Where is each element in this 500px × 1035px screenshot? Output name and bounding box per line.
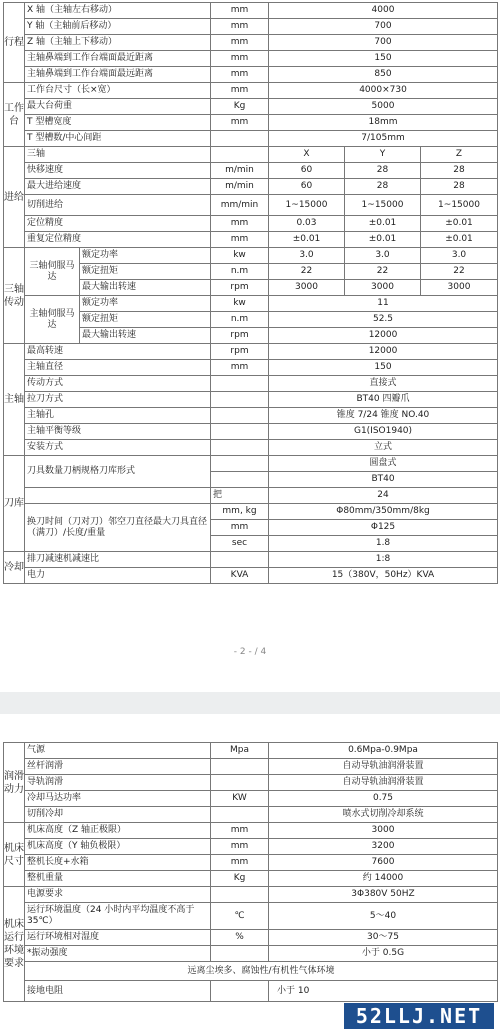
spec-value: ±0.01 [345, 232, 421, 248]
spec-label: *振动强度 [25, 946, 211, 962]
spec-value: 3000 [269, 823, 498, 839]
spec-value: 3000 [269, 280, 345, 296]
spec-label: 主轴鼻端到工作台端面最远距离 [25, 67, 211, 83]
spec-value: ±0.01 [421, 216, 498, 232]
spec-unit [211, 456, 269, 472]
spec-label: 最高转速 [25, 344, 211, 360]
servo-3axis-label: 三轴伺服马达 [25, 248, 80, 296]
spec-unit: kw [211, 296, 269, 312]
spec-value: 28 [345, 179, 421, 195]
spec-value: 1~15000 [421, 195, 498, 216]
spec-unit: mm [211, 35, 269, 51]
spec-value: 自动导轨油润滑装置 [269, 759, 498, 775]
spec-label: 电力 [25, 568, 211, 584]
spec-value: 5～40 [269, 903, 498, 930]
spec-unit [211, 440, 269, 456]
spec-value: 12000 [269, 344, 498, 360]
spec-unit: sec [211, 536, 269, 552]
spec-table-2 [3, 742, 498, 1002]
spec-label: 排刀减速机减速比 [25, 552, 211, 568]
spec-value: 60 [269, 163, 345, 179]
spec-unit: rpm [211, 344, 269, 360]
spec-value: 直接式 [269, 376, 498, 392]
spec-table-1 [3, 2, 498, 584]
spec-value: 小于 10 [269, 981, 498, 1002]
spec-unit [211, 759, 269, 775]
spec-value: 22 [421, 264, 498, 280]
spec-value: Φ125 [269, 520, 498, 536]
spec-unit [211, 946, 269, 962]
axis-x-header: X [269, 147, 345, 163]
spec-value: 3.0 [345, 248, 421, 264]
spec-label: 主轴鼻端到工作台端面最近距离 [25, 51, 211, 67]
spec-value: 22 [269, 264, 345, 280]
spec-label: 最大输出转速 [80, 280, 211, 296]
spec-label: 额定扭矩 [80, 264, 211, 280]
spec-label: 主轴平衡等级 [25, 424, 211, 440]
spec-unit: mm [211, 115, 269, 131]
spec-value: 28 [345, 163, 421, 179]
spec-value: G1(ISO1940) [269, 424, 498, 440]
spec-value: BT40 四瓣爪 [269, 392, 498, 408]
spec-unit: mm/min [211, 195, 269, 216]
spec-unit: mm [211, 823, 269, 839]
spec-unit: mm [211, 19, 269, 35]
spec-unit [211, 472, 269, 488]
spec-value: 自动导轨油润滑装置 [269, 775, 498, 791]
spec-label: X 轴（主轴左右移动） [25, 3, 211, 19]
spec-value: 1:8 [269, 552, 498, 568]
spec-value: 4000×730 [269, 83, 498, 99]
category-lubrication: 润滑动力 [4, 743, 25, 823]
spec-value: 11 [269, 296, 498, 312]
category-feed: 进给 [4, 147, 25, 248]
spec-label: Y 轴（主轴前后移动） [25, 19, 211, 35]
spec-label: T 型槽数/中心间距 [25, 131, 211, 147]
spec-unit: n.m [211, 264, 269, 280]
spec-value: 圆盘式 [269, 456, 498, 472]
spec-value: 1~15000 [345, 195, 421, 216]
spec-unit [211, 147, 269, 163]
spec-unit [211, 775, 269, 791]
spec-unit: ℃ [211, 903, 269, 930]
spec-value: 24 [269, 488, 498, 504]
spec-label: 运行环境温度（24 小时内平均温度不高于 35℃） [25, 903, 211, 930]
spec-value: 3000 [345, 280, 421, 296]
spec-value: 850 [269, 67, 498, 83]
spec-unit: mm [211, 839, 269, 855]
site-watermark-logo: 52LLJ.NET [344, 1003, 494, 1029]
spec-label: 机床高度（Y 轴负极限） [25, 839, 211, 855]
page-number: - 2 - / 4 [233, 647, 267, 657]
category-travel: 行程 [4, 3, 25, 83]
spec-label: 切削进给 [25, 195, 211, 216]
spec-label: 冷却马达功率 [25, 791, 211, 807]
spec-unit [211, 887, 269, 903]
spec-label: Z 轴（主轴上下移动） [25, 35, 211, 51]
spec-value: 28 [421, 179, 498, 195]
spec-value: 约 14000 [269, 871, 498, 887]
spec-label: 额定功率 [80, 248, 211, 264]
spec-value: 22 [345, 264, 421, 280]
spec-value: ±0.01 [269, 232, 345, 248]
spec-unit: mm [211, 216, 269, 232]
spec-unit: n.m [211, 312, 269, 328]
spec-unit: mm [211, 67, 269, 83]
spec-value: 3200 [269, 839, 498, 855]
spec-label: 传动方式 [25, 376, 211, 392]
spec-unit [211, 408, 269, 424]
spec-value: 0.6Mpa-0.9Mpa [269, 743, 498, 759]
spec-unit: mm [211, 520, 269, 536]
category-size: 机床尺寸 [4, 823, 25, 887]
spec-value: 1~15000 [269, 195, 345, 216]
spec-label: 接地电阻 [25, 981, 211, 1002]
spec-unit [211, 981, 269, 1002]
spec-unit: KVA [211, 568, 269, 584]
spec-label: 额定功率 [80, 296, 211, 312]
spec-unit: m/min [211, 179, 269, 195]
spec-value: 4000 [269, 3, 498, 19]
spec-label: 拉刀方式 [25, 392, 211, 408]
spec-value: Φ80mm/350mm/8kg [269, 504, 498, 520]
spec-unit [211, 424, 269, 440]
spec-value: 锥度 7/24 锥度 NO.40 [269, 408, 498, 424]
spec-unit: 把 [211, 488, 269, 504]
axis-y-header: Y [345, 147, 421, 163]
spec-label: 电源要求 [25, 887, 211, 903]
spec-label: 机床高度（Z 轴正极限） [25, 823, 211, 839]
spec-value: BT40 [269, 472, 498, 488]
spec-unit: rpm [211, 280, 269, 296]
spec-label: 额定扭矩 [80, 312, 211, 328]
spec-label: 切削冷却 [25, 807, 211, 823]
spec-value: 700 [269, 35, 498, 51]
spec-value: 700 [269, 19, 498, 35]
spec-unit [211, 131, 269, 147]
document-page-2 [0, 714, 500, 1035]
spec-label: 气源 [25, 743, 211, 759]
axis-header: 三轴 [25, 147, 211, 163]
category-environment: 机床运行环境要求 [4, 887, 25, 1002]
spec-unit: Mpa [211, 743, 269, 759]
spec-value: 150 [269, 51, 498, 67]
spec-label [25, 488, 211, 504]
spec-value: 3Φ380V 50HZ [269, 887, 498, 903]
spec-value: 立式 [269, 440, 498, 456]
spec-label: 换刀时间（刀对刀）邻空刀直径最大刀具直径（满刀）/长度/重量 [25, 504, 211, 552]
spec-unit: KW [211, 791, 269, 807]
spec-unit: mm [211, 232, 269, 248]
spec-label: 最大进给速度 [25, 179, 211, 195]
spec-label: 主轴孔 [25, 408, 211, 424]
spec-value: 7/105mm [269, 131, 498, 147]
spec-label: 安装方式 [25, 440, 211, 456]
spec-value: ±0.01 [345, 216, 421, 232]
spec-label: 工作台尺寸（长×宽） [25, 83, 211, 99]
category-drive: 三轴传动 [4, 248, 25, 344]
spec-value: 28 [421, 163, 498, 179]
spec-unit: mm [211, 3, 269, 19]
servo-spindle-label: 主轴伺服马达 [25, 296, 80, 344]
spec-value: 0.75 [269, 791, 498, 807]
spec-label: 最大台荷重 [25, 99, 211, 115]
spec-label: 运行环境相对湿度 [25, 930, 211, 946]
spec-value: 3.0 [421, 248, 498, 264]
page-gap [0, 692, 500, 714]
spec-value: 1.8 [269, 536, 498, 552]
spec-value: 15（380V，50Hz）KVA [269, 568, 498, 584]
spec-unit: m/min [211, 163, 269, 179]
spec-value: 7600 [269, 855, 498, 871]
spec-value: 30～75 [269, 930, 498, 946]
spec-label: 整机长度+水箱 [25, 855, 211, 871]
spec-label: 刀具数量刀柄规格刀库形式 [25, 456, 211, 488]
spec-label: 快移速度 [25, 163, 211, 179]
spec-unit: mm [211, 51, 269, 67]
spec-value: 5000 [269, 99, 498, 115]
spec-unit: mm [211, 360, 269, 376]
category-spindle: 主轴 [4, 344, 25, 456]
spec-label: 整机重量 [25, 871, 211, 887]
category-worktable: 工作台 [4, 83, 25, 147]
spec-unit: mm [211, 855, 269, 871]
spec-unit: mm [211, 83, 269, 99]
spec-label: 最大输出转速 [80, 328, 211, 344]
spec-label: 重复定位精度 [25, 232, 211, 248]
category-magazine: 刀库 [4, 456, 25, 552]
category-cooling: 冷却 [4, 552, 25, 584]
spec-unit: % [211, 930, 269, 946]
spec-label: 导轨润滑 [25, 775, 211, 791]
spec-value: 60 [269, 179, 345, 195]
spec-value: 小于 0.5G [269, 946, 498, 962]
spec-value: 18mm [269, 115, 498, 131]
spec-label: 丝杆润滑 [25, 759, 211, 775]
spec-unit: kw [211, 248, 269, 264]
spec-unit [211, 392, 269, 408]
spec-value: 3000 [421, 280, 498, 296]
spec-value: 150 [269, 360, 498, 376]
axis-z-header: Z [421, 147, 498, 163]
spec-unit: Kg [211, 871, 269, 887]
spec-value: 喷水式切削冷却系统 [269, 807, 498, 823]
spec-value: 52.5 [269, 312, 498, 328]
spec-label: T 型槽宽度 [25, 115, 211, 131]
spec-unit: mm, kg [211, 504, 269, 520]
spec-unit [211, 807, 269, 823]
spec-label: 主轴直径 [25, 360, 211, 376]
spec-value: 12000 [269, 328, 498, 344]
spec-unit: rpm [211, 328, 269, 344]
spec-value: 3.0 [269, 248, 345, 264]
spec-unit [211, 552, 269, 568]
spec-label: 定位精度 [25, 216, 211, 232]
spec-unit [211, 376, 269, 392]
environment-note: 远离尘埃多、腐蚀性/有机性气体环境 [25, 962, 498, 981]
spec-unit: Kg [211, 99, 269, 115]
spec-value: 0.03 [269, 216, 345, 232]
spec-value: ±0.01 [421, 232, 498, 248]
